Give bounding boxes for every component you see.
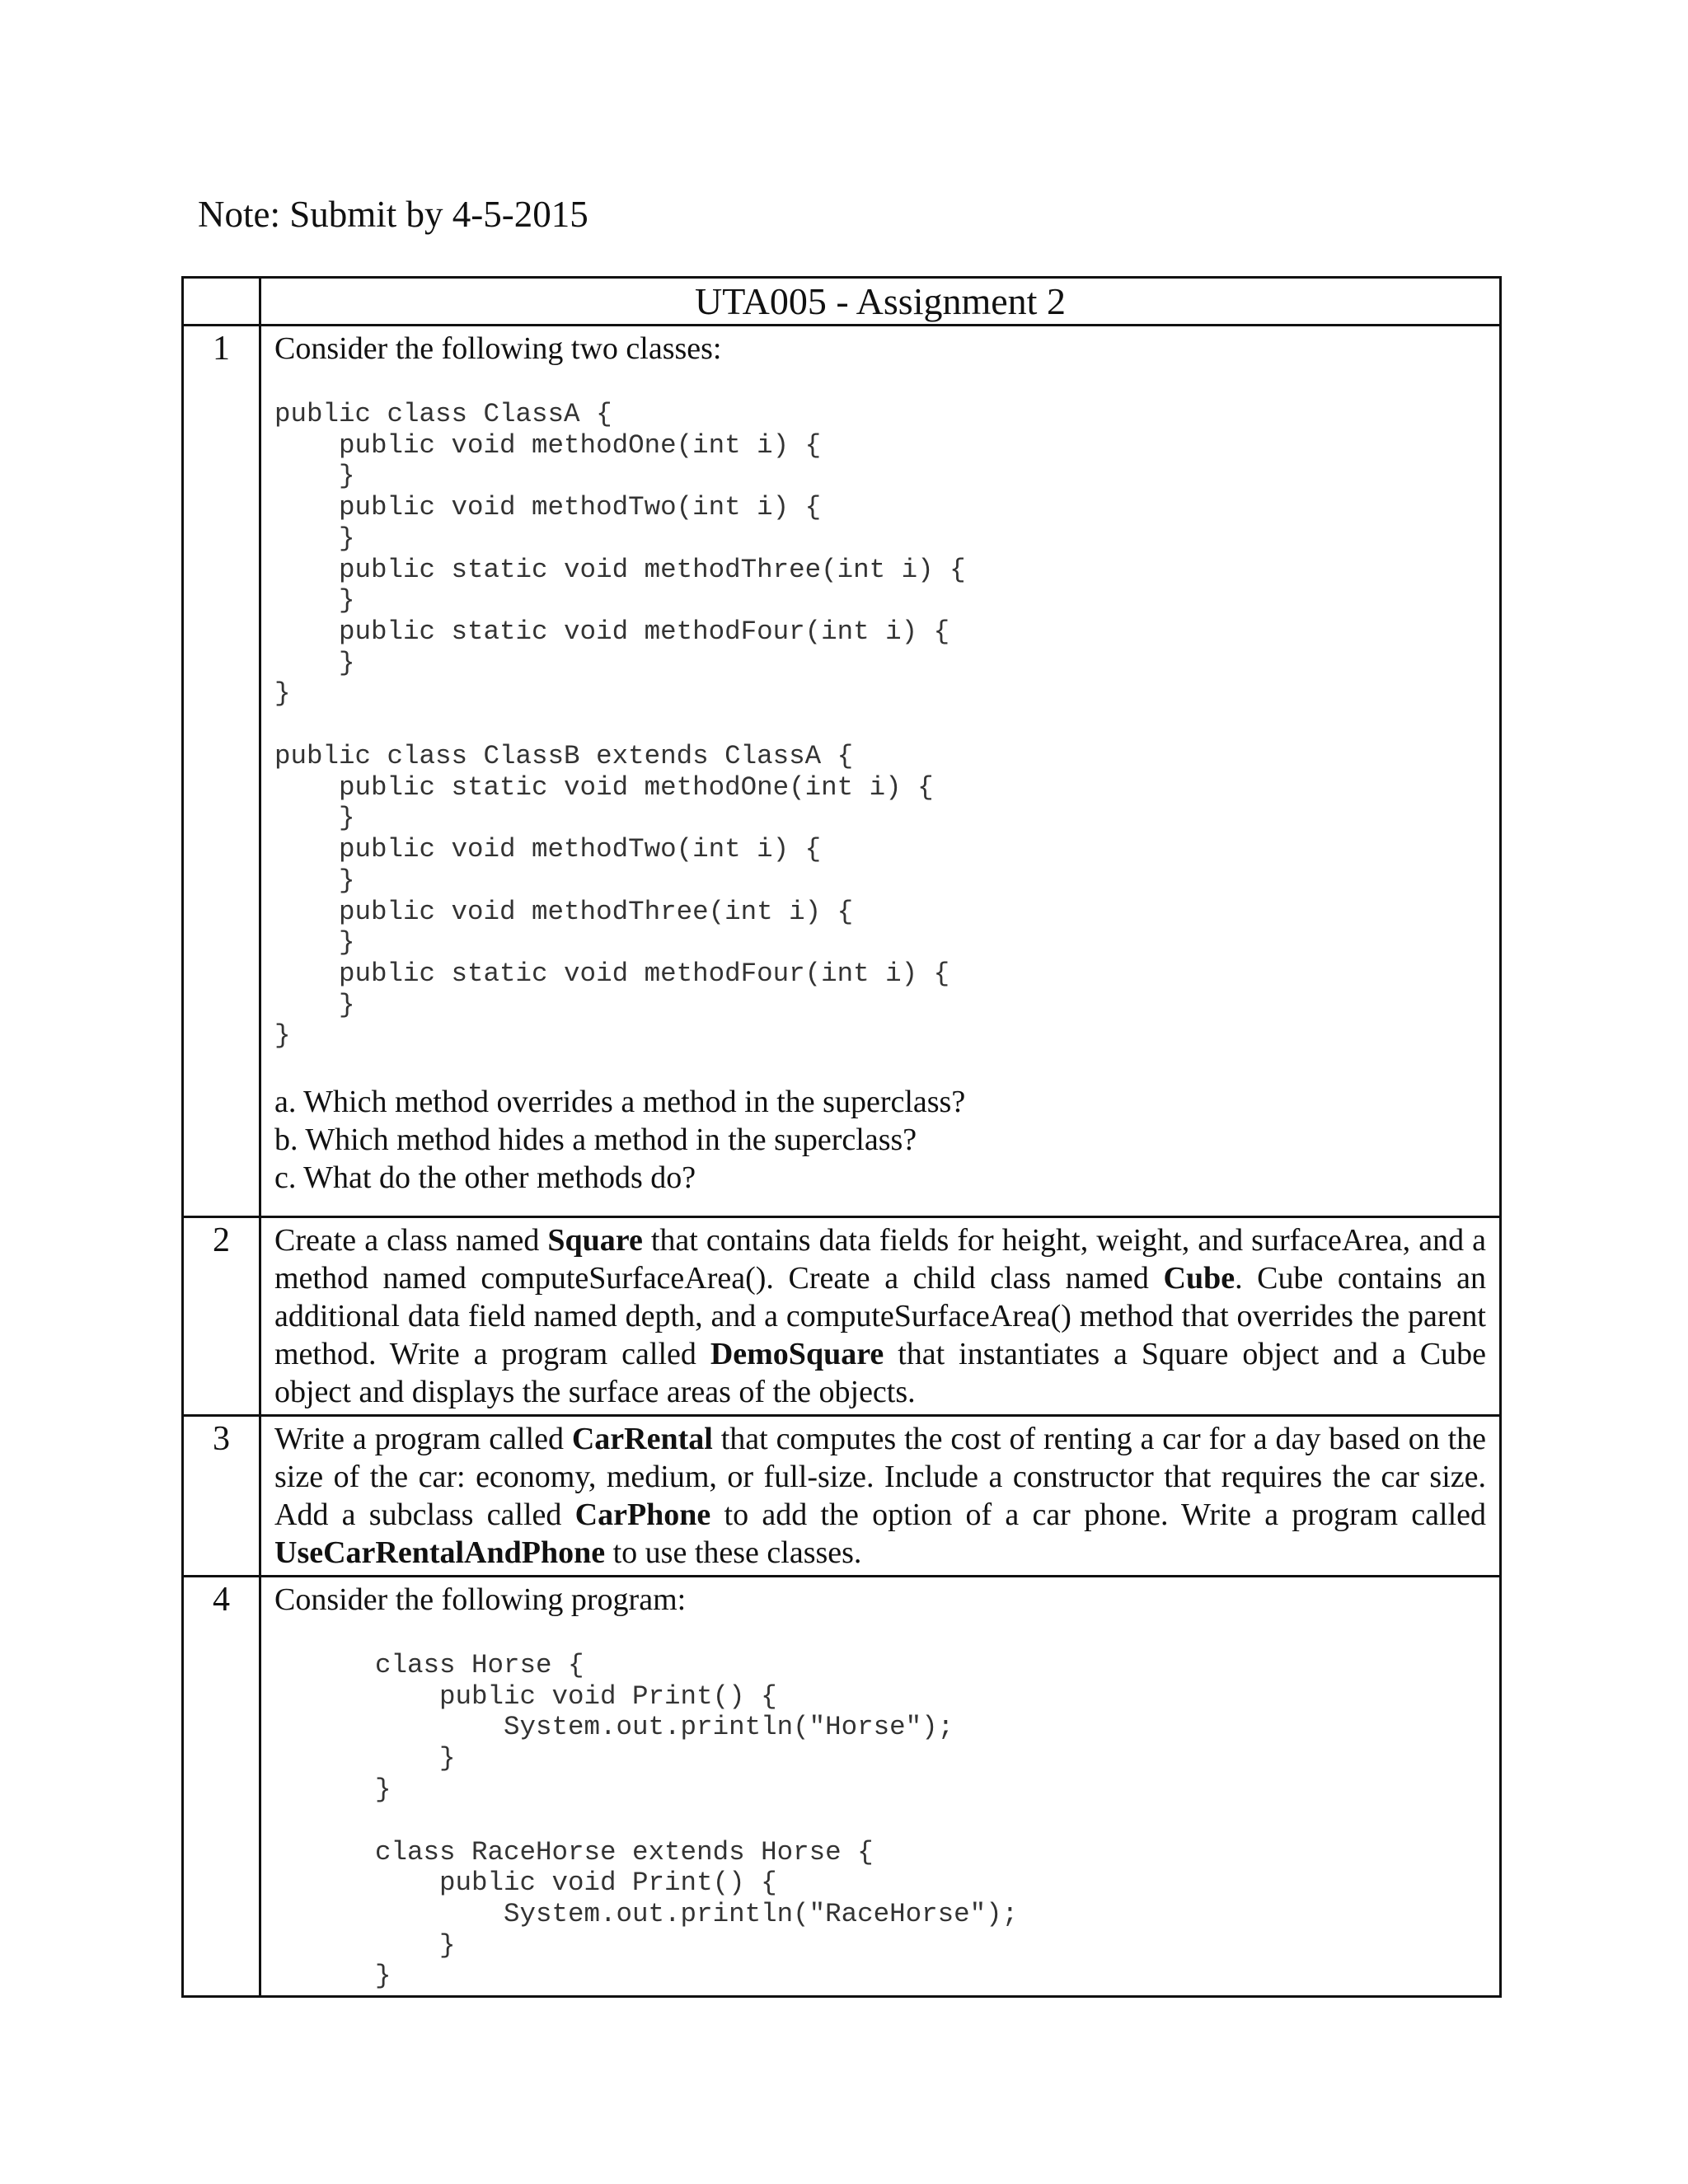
- text-segment: Write a program called: [274, 1422, 572, 1456]
- question-content-2: [260, 1217, 1501, 1416]
- text-segment: to use these classes.: [605, 1535, 862, 1570]
- code-block-class-b: public class ClassB extends ClassA { public static void methodOne(int i) { } public void methodTwo(int i) { } public void methodThree(int i) { } public static void methodFour(int i) { } }: [274, 741, 950, 1052]
- assignment-title: UTA005 - Assignment 2: [260, 278, 1501, 326]
- class-name-usecarrentalandphone: UseCarRentalAndPhone: [274, 1535, 606, 1570]
- class-name-carphone: CarPhone: [574, 1497, 711, 1532]
- class-name-demosquare: DemoSquare: [710, 1337, 884, 1371]
- question-text: [274, 1420, 1486, 1572]
- class-name-carrental: CarRental: [571, 1422, 713, 1456]
- code-block-class-a: public class ClassA { public void methodOne(int i) { } public void methodTwo(int i) { } public static void methodThree(int i) { } public static void methodFour(int i) { } }: [274, 399, 966, 710]
- question-number: 2: [183, 1217, 260, 1416]
- assignment-table: [181, 276, 1502, 1998]
- question-row-3: [183, 1416, 1501, 1577]
- text-segment: Create a class named: [274, 1223, 548, 1258]
- text-segment: to add the option of a car phone. Write a program called: [710, 1497, 1486, 1532]
- title-number-cell: [183, 278, 260, 326]
- question-intro: Consider the following two classes:: [274, 331, 722, 366]
- question-content-3: [260, 1416, 1501, 1577]
- question-intro: Consider the following program:: [274, 1582, 687, 1617]
- question-part-c: c. What do the other methods do?: [274, 1160, 696, 1196]
- text-segment: . Cube contains an additional data field named depth, and a computeSurfaceArea() method that overrides the parent method. Write a program called: [274, 1261, 1486, 1371]
- question-number: 1: [183, 326, 260, 1217]
- text-segment: that computes the cost of renting a car for a day based on the size of the car: economy, medium, or full-size. Include a constructor that requires the car size. Add a subclass called: [274, 1422, 1487, 1532]
- question-part-b: b. Which method hides a method in the superclass?: [274, 1122, 917, 1158]
- class-name-cube: Cube: [1163, 1261, 1236, 1296]
- text-segment: that instantiates a Square object and a Cube object and displays the surface areas of the objects.: [274, 1337, 1486, 1409]
- question-row-4: [183, 1577, 1501, 1997]
- question-row-2: [183, 1217, 1501, 1416]
- question-content-4: [260, 1577, 1501, 1997]
- question-part-a: a. Which method overrides a method in the superclass?: [274, 1085, 966, 1120]
- code-block-horse: class Horse { public void Print() { System.out.println("Horse"); } }: [375, 1650, 954, 1805]
- question-number: 4: [183, 1577, 260, 1997]
- title-row: [183, 278, 1501, 326]
- question-content-1: [260, 326, 1501, 1217]
- text-segment: that contains data fields for height, weight, and surfaceArea, and a method named computeSurfaceArea(). Create a child class named: [274, 1223, 1487, 1296]
- code-block-racehorse: class RaceHorse extends Horse { public void Print() { System.out.println("RaceHorse"); } }: [375, 1836, 1019, 1992]
- submission-note: Note: Submit by 4-5-2015: [198, 194, 588, 235]
- question-row-1: [183, 326, 1501, 1217]
- question-number: 3: [183, 1416, 260, 1577]
- class-name-square: Square: [547, 1223, 643, 1258]
- question-text: [274, 1221, 1486, 1411]
